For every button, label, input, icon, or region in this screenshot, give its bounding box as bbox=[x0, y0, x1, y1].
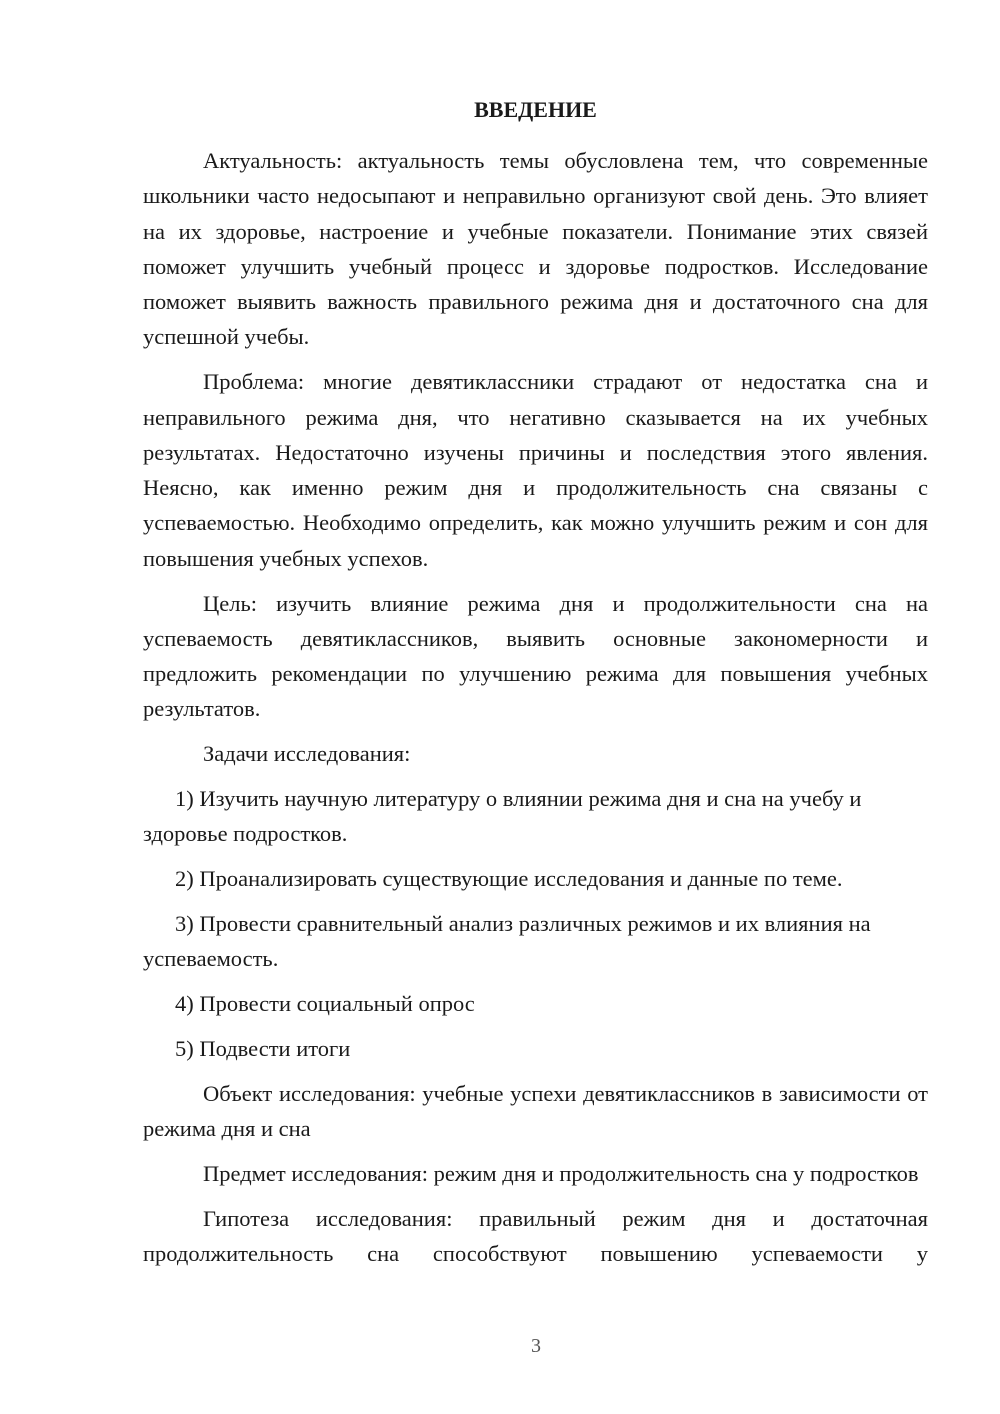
task-item: 4) Провести социальный опрос bbox=[175, 991, 475, 1017]
paragraph-subject: Предмет исследования: режим дня и продолжительность сна у подростков bbox=[203, 1160, 919, 1186]
paragraph-relevance: Актуальность: актуальность темы обусловлена тем, что современные школьники часто недосыпают и неправильно организуют свой день. Это влияет на их здоровье, настроение и учебные показатели. Понимание этих связей поможет улучшить учебный процесс и здоровье подростков. Исследование поможет выявить важность правильного режима дня и достаточного сна для успешной учебы. bbox=[143, 148, 928, 350]
paragraph-problem: Проблема: многие девятиклассники страдают от недостатка сна и неправильного режима дня, что негативно сказывается на их учебных результатах. Недостаточно изучены причины и последствия этого явления. Неясно, как именно режим дня и продолжительность сна связаны с успеваемостью. Необходимо определить, как можно улучшить режим и сон для повышения учебных успехов. bbox=[143, 369, 928, 571]
page-number: 3 bbox=[531, 1335, 541, 1357]
task-item: 3) Провести сравнительный анализ различных режимов и их влияния на успеваемость. bbox=[143, 910, 871, 972]
task-item: 5) Подвести итоги bbox=[175, 1035, 351, 1061]
section-heading: ВВЕДЕНИЕ bbox=[474, 97, 597, 122]
task-item: 2) Проанализировать существующие исследования и данные по теме. bbox=[175, 866, 843, 892]
task-item: 1) Изучить научную литературу о влиянии режима дня и сна на учебу и здоровье подростков. bbox=[143, 786, 862, 847]
tasks-list bbox=[143, 781, 928, 1066]
paragraph-hypothesis: Гипотеза исследования: правильный режим дня и достаточная продолжительность сна способствуют повышению успеваемости у bbox=[143, 1205, 928, 1266]
tasks-title: Задачи исследования: bbox=[203, 741, 411, 767]
paragraph-object: Объект исследования: учебные успехи девятиклассников в зависимости от режима дня и сна bbox=[143, 1080, 928, 1141]
document-body bbox=[143, 143, 928, 1281]
paragraph-goal: Цель: изучить влияние режима дня и продолжительности сна на успеваемость девятиклассников, выявить основные закономерности и предложить рекомендации по улучшению режима для повышения учебных результатов. bbox=[143, 590, 928, 722]
